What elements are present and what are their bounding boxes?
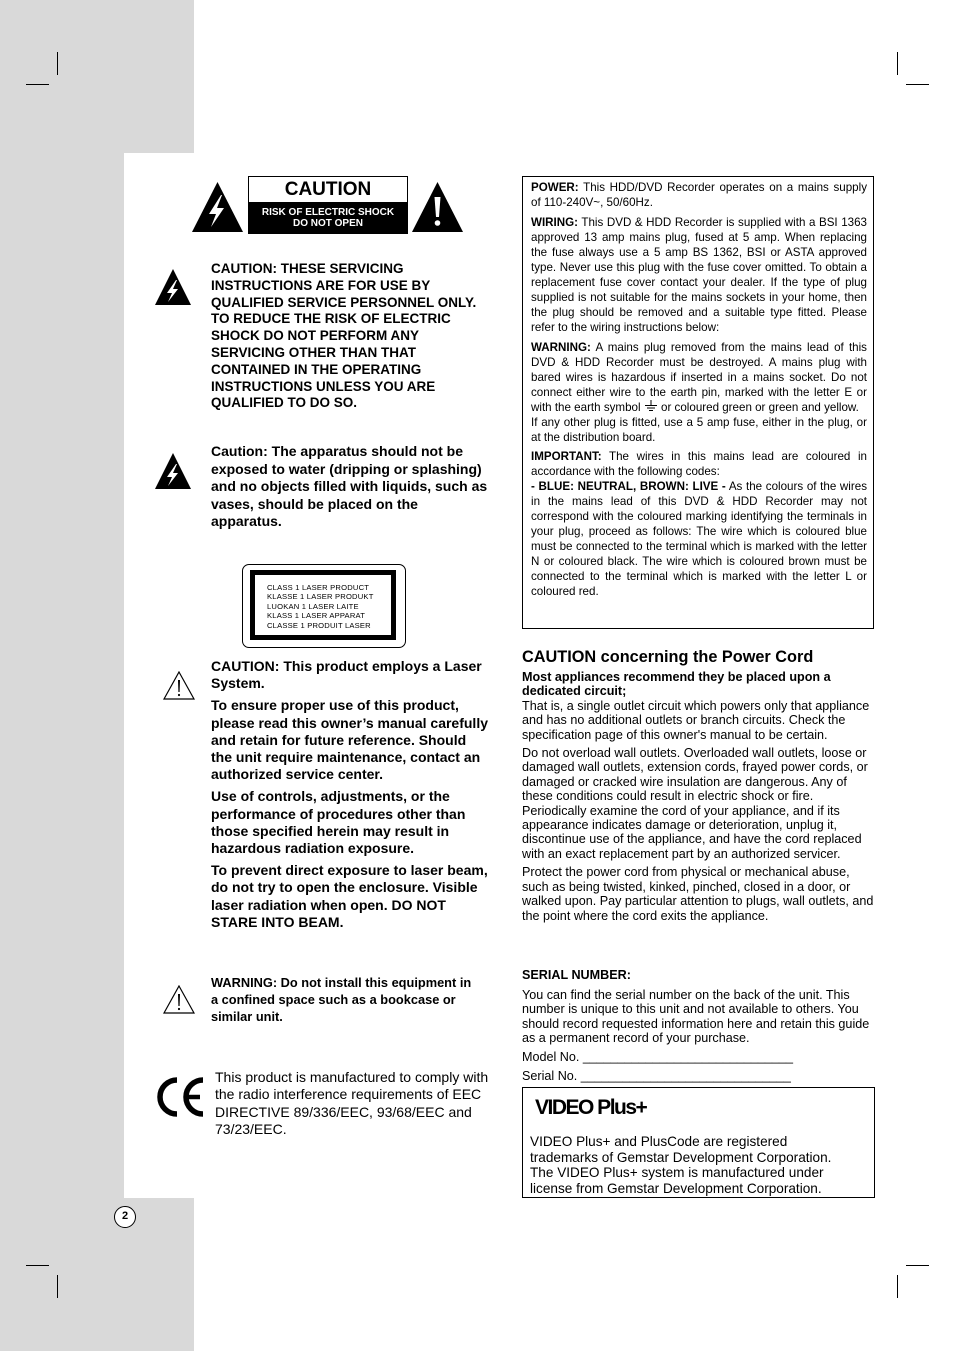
earth-symbol-icon (644, 400, 658, 412)
ce-mark-icon (153, 1075, 207, 1119)
caution-banner-title: CAUTION (284, 179, 372, 200)
caution-triangle-icon (163, 985, 195, 1014)
page-number: 2 (114, 1206, 136, 1228)
caution-banner (248, 176, 408, 234)
power-wiring-box: POWER: This HDD/DVD Recorder operates on a mains supply of 110-240V~, 50/60Hz. WIRING: This DVD & HDD Recorder is supplied with a BSI 1363 approved 13 amp mains plug, fused at 5 amp. When replacing the fuse always use a 5 amp BS 1362, BSI or ASTA approved type. Never use this plug with the fuse cover omitted. To obtain a replacement fuse cover contact your dealer. If the type of plug supplied is not suitable for the mains sockets in your home, then the plug should be removed and a suitable type fitted. Please refer to the wiring instructions below: WARNING: A mains plug removed from the mains lead of this DVD & HDD Recorder must be destroyed. A mains plug with bared wires is hazardous if inserted in a mains socket. Do not connect either wire to the earth pin, marked with the letter E or with the earth symbol or coloured green or green and yellow. If any other plug is fitted, use a 5 amp fuse, either in the plug, or at the distribution board. IMPORTANT: The wires in this mains lead are coloured in accordance with the following codes: - BLUE: NEUTRAL, BROWN: LIVE - As the colours of the wires in the mains lead of this DVD & HDD Recorder may not correspond with the coloured marking identifying the terminals in your plug, proceed as follows: The wire which is coloured blue must be connected to the terminal which is marked with the letter N or coloured black. The wire which is coloured brown must be connected to the terminal which is marked with the letter L or coloured red. (522, 176, 874, 629)
power-cord-heading: CAUTION concerning the Power Cord (522, 648, 814, 666)
serial-number-text: You can find the serial number on the back of the unit. This number is unique to this unit and not available to others. You should record requested information here and retain this guide as a permanent record of your purchase. (522, 988, 870, 1046)
margin-panel-middle (0, 153, 124, 1198)
electric-shock-warning-icon (154, 268, 192, 306)
confined-space-warning-text: WARNING: Do not install this equipment in a confined space such as a bookcase or similar unit. (211, 975, 472, 1024)
margin-panel-bottom (0, 1198, 194, 1351)
margin-panel-top (0, 0, 194, 153)
laser-caution-text: CAUTION: This product employs a Laser System. To ensure proper use of this product, please read this owner’s manual carefully and retain for future reference. Should the unit require maintenance, contact an authorized service center. Use of controls, adjustments, or the performance of procedures other than those specified herein may result in hazardous radiation exposure. To prevent direct exposure to laser beam, do not try to open the enclosure. Visible laser radiation when open. DO NOT STARE INTO BEAM. (211, 658, 488, 930)
videoplus-logo: VIDEO Plus+ (535, 1096, 647, 1119)
model-number-field: Model No. ______________________________ (522, 1050, 794, 1064)
electric-shock-warning-icon (154, 452, 192, 490)
videoplus-text: VIDEO Plus+ and PlusCode are registered trademarks of Gemstar Development Corporation. The VIDEO Plus+ system is manufactured under license from Gemstar Development Corporation. (530, 1134, 832, 1196)
serial-number-field: Serial No. ______________________________ (522, 1069, 791, 1083)
power-cord-text: Most appliances recommend they be placed upon a dedicated circuit; That is, a single outlet circuit which powers only that appliance and has no additional outlets or branch circuits. Check the specification page of this owner's manual to be certain. Do not overload wall outlets. Overloaded wall outlets, loose or damaged wall outlets, extension cords, frayed power cords, or damaged or cracked wire insulation are dangerous. Any of these conditions could result in electric shock or fire. Periodically examine the cord of your appliance, and if its appearance indicates damage or deterioration, unplug it, discontinue use of the appliance, and have the cord replaced with an exact replacement part by an authorized servicer. Protect the power cord from physical or mechanical abuse, such as being twisted, kinked, pinched, closed in a door, or walked upon. Pay particular attention to plugs, wall outlets, and the point where the cord exits the appliance. (522, 670, 874, 923)
water-caution-text: Caution: The apparatus should not be exposed to water (dripping or splashing) and no objects filled with liquids, such as vases, should be placed on the apparatus. (211, 443, 488, 529)
caution-triangle-icon (163, 671, 195, 700)
servicing-caution-text: CAUTION: THESE SERVICING INSTRUCTIONS ARE FOR USE BY QUALIFIED SERVICE PERSONNEL ONLY. TO REDUCE THE RISK OF ELECTRIC SHOCK DO NOT PERFORM ANY SERVICING OTHER THAN THAT CONTAINED IN THE OPERATING INSTRUCTIONS UNLESS YOU ARE QUALIFIED TO DO SO. (211, 261, 477, 411)
electric-shock-warning-icon (191, 180, 244, 233)
ce-compliance-text: This product is manufactured to comply with the radio interference requirements of EEC DIRECTIVE 89/336/EEC, 93/68/EEC and 73/23/EEC. (215, 1069, 489, 1138)
exclamation-warning-icon (411, 180, 464, 233)
laser-class-label: CLASS 1 LASER PRODUCT KLASSE 1 LASER PRODUKT LUOKAN 1 LASER LAITE KLASS 1 LASER APPARAT CLASSE 1 PRODUIT LASER (267, 583, 374, 630)
caution-banner-subtitle: RISK OF ELECTRIC SHOCK DO NOT OPEN (249, 202, 407, 233)
serial-number-heading: SERIAL NUMBER: (522, 968, 631, 982)
